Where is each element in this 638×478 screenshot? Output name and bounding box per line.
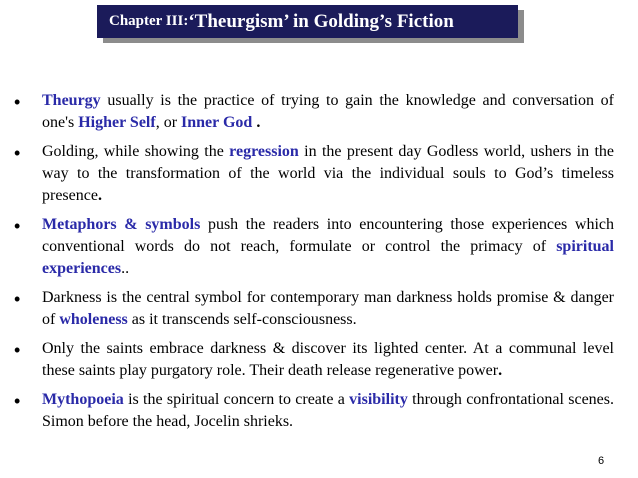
title-text: ‘Theurgism’ in Golding’s Fiction	[188, 10, 454, 32]
bullet-text	[42, 214, 614, 280]
keyword-text: wholeness	[59, 311, 128, 328]
bullet-dot-icon: •	[14, 391, 21, 411]
bullet-list	[0, 90, 638, 440]
bullet-text	[42, 389, 614, 433]
bullet-dot-icon: •	[14, 289, 21, 309]
slide-title	[97, 5, 518, 38]
chapter-label: Chapter III	[109, 13, 184, 29]
bullet-item	[0, 287, 638, 331]
body-text: , or	[155, 114, 182, 131]
bullet-text	[42, 90, 614, 134]
bullet-text	[42, 141, 614, 207]
body-text: Only the saints embrace darkness & discover its lighted center. At a communal level these saints play purgatory role. Their death release regenerative power	[42, 340, 614, 379]
body-text: .	[498, 362, 503, 379]
bullet-dot-icon: •	[14, 143, 21, 163]
bullet-dot-icon: •	[14, 340, 21, 360]
bullet-item	[0, 338, 638, 382]
bullet-item	[0, 141, 638, 207]
keyword-text: spiritual experiences	[42, 238, 614, 277]
body-text: .	[252, 114, 261, 131]
bullet-item	[0, 389, 638, 433]
bullet-item	[0, 214, 638, 280]
body-text: through confrontational scenes. Simon before the head, Jocelin shrieks.	[42, 391, 614, 430]
body-text: is the spiritual concern to create a	[123, 391, 350, 408]
body-text: ..	[121, 260, 130, 277]
keyword-text: Theurgy	[42, 92, 101, 109]
bullet-dot-icon: •	[14, 216, 21, 236]
body-text: as it transcends self-consciousness.	[127, 311, 357, 328]
body-text: Golding, while showing the	[42, 143, 230, 160]
body-text: in the present day Godless world, ushers in the way to the transformation of the world via the individual souls to God’s timeless presence	[42, 143, 614, 204]
bullet-text	[42, 338, 614, 382]
keyword-text: visibility	[349, 391, 408, 408]
keyword-text: Higher Self	[78, 114, 156, 131]
bullet-dot-icon: •	[14, 92, 21, 112]
bullet-item	[0, 90, 638, 134]
bullet-text	[42, 287, 614, 331]
keyword-text: regression	[229, 143, 299, 160]
body-text: Darkness is the central symbol for contemporary man darkness holds promise & danger of	[42, 289, 614, 328]
body-text: .	[97, 187, 102, 204]
body-text: usually is the practice of trying to gain the knowledge and conversation of one's	[42, 92, 614, 131]
keyword-text: Mythopoeia	[42, 391, 124, 408]
page-number: 6	[598, 455, 605, 467]
body-text: push the readers into encountering those experiences which conventional words do not reach, formulate or control the primacy of	[42, 216, 615, 255]
keyword-text: Metaphors & symbols	[42, 216, 201, 233]
keyword-text: Inner God	[181, 114, 253, 131]
title-separator: :	[183, 13, 189, 29]
